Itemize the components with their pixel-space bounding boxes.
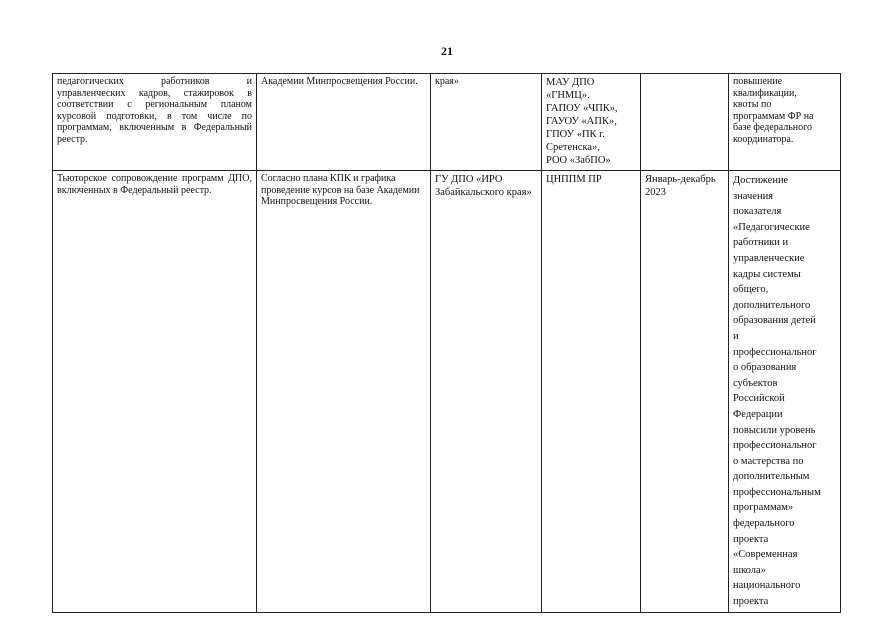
participant-line: ГАПОУ «ЧПК», [546,103,618,114]
result-line: профессиональным [733,486,821,498]
activity-cell: педагогических работников и управленческих кадров, стажировок в соответствии с региональным планом курсовой подготовки, в том числе по программам, включенным в Федеральный реестр. [53,74,257,171]
result-line: Федерации [733,408,783,420]
result-line: значения [733,190,774,202]
result-line: показателя [733,206,782,218]
result-line: профессиональног [733,346,817,358]
result-line: федерального [733,518,795,530]
table-row [53,74,841,171]
responsible-cell: ГУ ДПО «ИРО Забайкальского края» [431,171,542,613]
result-line: школа» [733,564,766,576]
result-line: о образования [733,362,797,374]
result-cell [729,171,841,613]
result-line: профессиональног [733,440,817,452]
deadline-cell [641,74,729,171]
result-line: Достижение [733,175,789,186]
participant-line: Сретенска», [546,142,600,153]
result-line: базе федерального [733,122,813,133]
result-line: программам» [733,502,794,514]
participant-line: ЦНППМ ПР [546,174,602,185]
mechanism-cell: Согласно плана КПК и графика проведение курсов на базе Академии Минпросвещения России. [257,171,431,613]
result-line: координатора. [733,133,794,145]
result-line: управленческие [733,252,805,264]
table-row [53,171,841,613]
participants-cell [542,74,641,171]
result-cell [729,74,841,171]
mechanism-cell: Академии Минпросвещения России. [257,74,431,171]
result-line: образования детей [733,315,816,327]
result-line: проекта [733,596,769,608]
result-line: повышение [733,76,783,87]
result-line: «Педагогические [733,221,810,233]
result-line: субъектов [733,377,778,389]
result-line: общего, [733,284,769,296]
activity-cell: Тьюторское сопровождение программ ДПО, включенных в Федеральный реестр. [53,171,257,613]
result-line: дополнительным [733,471,810,483]
result-line: о мастерства по [733,455,804,467]
participant-line: ГАУОУ «АПК», [546,116,617,127]
deadline-cell: Январь-декабрь 2023 [641,171,729,613]
plan-table [52,73,841,613]
participant-line: РОО «ЗабПО» [546,155,611,166]
result-line: кадры системы [733,268,801,280]
result-line: и [733,330,739,342]
result-line: работники и [733,237,789,249]
participant-line: ГПОУ «ПК г. [546,129,605,140]
result-line: национального [733,580,801,592]
result-line: «Современная [733,549,798,561]
result-line: повысили уровень [733,424,816,436]
result-line: квоты по [733,99,772,110]
result-line: программам ФР на [733,110,814,122]
page-number: 21 [441,44,453,58]
result-line: квалификации, [733,87,797,99]
result-line: проекта [733,533,769,545]
responsible-cell: края» [431,74,542,171]
result-line: Российской [733,393,785,405]
participants-cell [542,171,641,613]
participant-line: МАУ ДПО «ГНМЦ». [546,77,595,101]
result-line: дополнительного [733,299,811,311]
